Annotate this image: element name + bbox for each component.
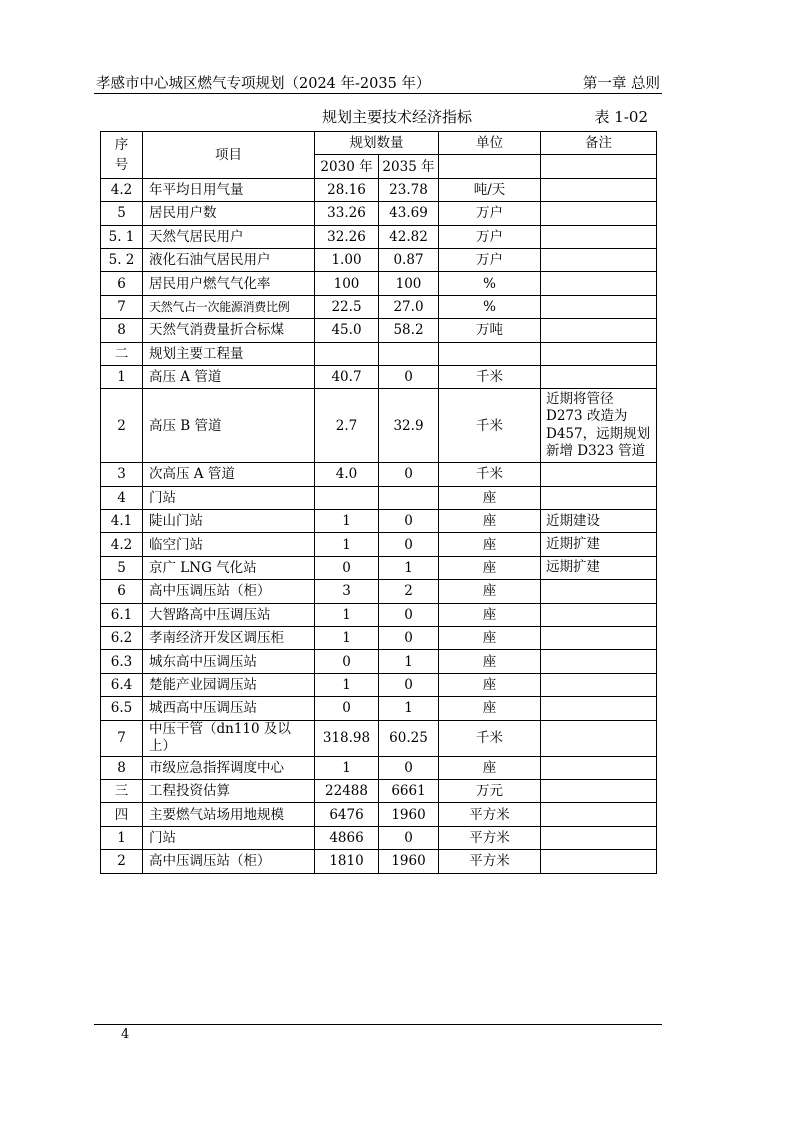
- header-2030: 2030 年: [315, 155, 379, 178]
- row-note: [541, 756, 657, 779]
- table-row: [101, 533, 657, 556]
- row-seq: 8: [101, 319, 143, 342]
- header-quantity: 规划数量: [315, 132, 439, 155]
- row-note: [541, 225, 657, 248]
- row-value-2035: 27.0: [379, 295, 439, 318]
- row-seq: 2: [101, 850, 143, 873]
- row-value-2030: [315, 486, 379, 509]
- row-item: 临空门站: [143, 533, 315, 556]
- row-unit: [439, 342, 541, 365]
- table-row: [101, 779, 657, 802]
- row-value-2030: 1: [315, 510, 379, 533]
- row-value-2030: 1: [315, 627, 379, 650]
- row-item: 大智路高中压调压站: [143, 603, 315, 626]
- row-value-2035: 1960: [379, 803, 439, 826]
- row-value-2035: 0: [379, 603, 439, 626]
- row-value-2030: 1: [315, 603, 379, 626]
- page-number: 4: [121, 1027, 130, 1042]
- row-seq: 6.3: [101, 650, 143, 673]
- row-value-2030: 2.7: [315, 389, 379, 463]
- row-value-2035: 100: [379, 272, 439, 295]
- row-seq: 6.1: [101, 603, 143, 626]
- table-row: [101, 580, 657, 603]
- row-item: 天然气占一次能源消费比例: [143, 295, 315, 318]
- header-seq: 序号: [101, 132, 143, 179]
- row-value-2030: 4866: [315, 826, 379, 849]
- row-note: [541, 603, 657, 626]
- row-unit: 座: [439, 673, 541, 696]
- row-item: 高压 A 管道: [143, 365, 315, 388]
- table-row: [101, 365, 657, 388]
- row-value-2035: 2: [379, 580, 439, 603]
- row-value-2035: 0.87: [379, 248, 439, 271]
- table-row: [101, 510, 657, 533]
- table-row: [101, 202, 657, 225]
- row-value-2030: 4.0: [315, 463, 379, 486]
- row-value-2035: 0: [379, 533, 439, 556]
- row-item: 规划主要工程量: [143, 342, 315, 365]
- row-unit: 座: [439, 756, 541, 779]
- row-seq: 5: [101, 556, 143, 579]
- row-seq: 4: [101, 486, 143, 509]
- row-unit: 座: [439, 556, 541, 579]
- footer-rule: [94, 1024, 662, 1025]
- row-value-2035: 0: [379, 510, 439, 533]
- header-2035: 2035 年: [379, 155, 439, 178]
- row-note: [541, 850, 657, 873]
- table-row: [101, 342, 657, 365]
- row-note: [541, 178, 657, 201]
- row-seq: 2: [101, 389, 143, 463]
- table-row: [101, 697, 657, 720]
- row-value-2035: 0: [379, 756, 439, 779]
- row-note: [541, 486, 657, 509]
- table-row: [101, 556, 657, 579]
- chapter-title: 第一章 总则: [582, 76, 660, 92]
- row-seq: 6: [101, 580, 143, 603]
- row-value-2030: 1: [315, 756, 379, 779]
- row-unit: 平方米: [439, 826, 541, 849]
- row-note: [541, 342, 657, 365]
- row-note: [541, 319, 657, 342]
- row-value-2030: 40.7: [315, 365, 379, 388]
- row-unit: 千米: [439, 365, 541, 388]
- row-note: [541, 627, 657, 650]
- row-note: [541, 272, 657, 295]
- table-row: [101, 756, 657, 779]
- row-note: [541, 826, 657, 849]
- table-title: 规划主要技术经济指标: [321, 108, 472, 126]
- row-unit: 万吨: [439, 319, 541, 342]
- row-value-2030: 0: [315, 650, 379, 673]
- row-value-2030: 22.5: [315, 295, 379, 318]
- row-note: [541, 673, 657, 696]
- row-item: 主要燃气站场用地规模: [143, 803, 315, 826]
- table-row: [101, 389, 657, 463]
- row-value-2035: 0: [379, 463, 439, 486]
- row-value-2035: 0: [379, 365, 439, 388]
- row-value-2030: 33.26: [315, 202, 379, 225]
- row-value-2035: 60.25: [379, 720, 439, 756]
- row-seq: 6: [101, 272, 143, 295]
- row-seq: 5. 2: [101, 248, 143, 271]
- row-seq: 6.5: [101, 697, 143, 720]
- row-value-2035: 1: [379, 556, 439, 579]
- row-item: 居民用户数: [143, 202, 315, 225]
- row-value-2030: 100: [315, 272, 379, 295]
- row-item: 城西高中压调压站: [143, 697, 315, 720]
- row-value-2035: 42.82: [379, 225, 439, 248]
- row-seq: 3: [101, 463, 143, 486]
- row-seq: 4.2: [101, 533, 143, 556]
- table-row: [101, 627, 657, 650]
- table-row: [101, 603, 657, 626]
- row-seq: 1: [101, 365, 143, 388]
- header-unit-blank: [439, 155, 541, 178]
- row-seq: 7: [101, 295, 143, 318]
- row-item: 年平均日用气量: [143, 178, 315, 201]
- row-note: [541, 463, 657, 486]
- row-value-2035: [379, 342, 439, 365]
- row-item: 市级应急指挥调度中心: [143, 756, 315, 779]
- table-row: [101, 295, 657, 318]
- row-unit: 座: [439, 627, 541, 650]
- table-row: [101, 803, 657, 826]
- row-value-2035: 32.9: [379, 389, 439, 463]
- row-value-2030: 1.00: [315, 248, 379, 271]
- row-note: [541, 365, 657, 388]
- row-unit: 座: [439, 603, 541, 626]
- row-unit: 万户: [439, 248, 541, 271]
- row-value-2030: [315, 342, 379, 365]
- row-unit: 座: [439, 510, 541, 533]
- indicator-table: [100, 131, 657, 874]
- row-unit: 平方米: [439, 803, 541, 826]
- table-row: [101, 248, 657, 271]
- row-unit: 平方米: [439, 850, 541, 873]
- row-note: [541, 202, 657, 225]
- row-seq: 5. 1: [101, 225, 143, 248]
- row-item: 工程投资估算: [143, 779, 315, 802]
- row-note: [541, 295, 657, 318]
- row-unit: 千米: [439, 720, 541, 756]
- row-value-2030: 3: [315, 580, 379, 603]
- table-row: [101, 720, 657, 756]
- row-value-2030: 28.16: [315, 178, 379, 201]
- table-row: [101, 319, 657, 342]
- row-unit: 吨/天: [439, 178, 541, 201]
- row-value-2035: 1960: [379, 850, 439, 873]
- row-item: 居民用户燃气气化率: [143, 272, 315, 295]
- row-seq: 1: [101, 826, 143, 849]
- row-unit: 千米: [439, 463, 541, 486]
- row-item: 高压 B 管道: [143, 389, 315, 463]
- row-item: 天然气居民用户: [143, 225, 315, 248]
- row-seq: 4.2: [101, 178, 143, 201]
- row-value-2035: 0: [379, 673, 439, 696]
- row-value-2035: 0: [379, 826, 439, 849]
- row-value-2030: 1810: [315, 850, 379, 873]
- row-unit: 万户: [439, 202, 541, 225]
- row-seq: 4.1: [101, 510, 143, 533]
- row-unit: 万户: [439, 225, 541, 248]
- row-note: 近期扩建: [541, 533, 657, 556]
- header-note-blank: [541, 155, 657, 178]
- row-item: 液化石油气居民用户: [143, 248, 315, 271]
- row-value-2030: 22488: [315, 779, 379, 802]
- row-seq: 6.2: [101, 627, 143, 650]
- row-item: 孝南经济开发区调压柜: [143, 627, 315, 650]
- row-unit: 座: [439, 533, 541, 556]
- row-item: 高中压调压站（柜）: [143, 850, 315, 873]
- table-row: [101, 650, 657, 673]
- row-value-2030: 45.0: [315, 319, 379, 342]
- row-item: 中压干管（dn110 及以上）: [143, 720, 315, 756]
- row-item: 京广 LNG 气化站: [143, 556, 315, 579]
- row-value-2035: 0: [379, 627, 439, 650]
- table-row: [101, 225, 657, 248]
- row-value-2035: 23.78: [379, 178, 439, 201]
- table-row: [101, 272, 657, 295]
- row-value-2030: 0: [315, 697, 379, 720]
- row-unit: 座: [439, 697, 541, 720]
- row-note: [541, 779, 657, 802]
- row-note: [541, 580, 657, 603]
- row-item: 城东高中压调压站: [143, 650, 315, 673]
- table-row: [101, 826, 657, 849]
- row-note: [541, 697, 657, 720]
- row-item: 高中压调压站（柜）: [143, 580, 315, 603]
- row-seq: 8: [101, 756, 143, 779]
- row-seq: 7: [101, 720, 143, 756]
- row-unit: 万元: [439, 779, 541, 802]
- row-unit: 座: [439, 650, 541, 673]
- row-value-2030: 318.98: [315, 720, 379, 756]
- row-seq: 二: [101, 342, 143, 365]
- row-value-2035: 6661: [379, 779, 439, 802]
- row-item: 门站: [143, 826, 315, 849]
- row-value-2030: 32.26: [315, 225, 379, 248]
- row-item: 天然气消费量折合标煤: [143, 319, 315, 342]
- row-unit: 千米: [439, 389, 541, 463]
- row-note: [541, 248, 657, 271]
- table-row: [101, 850, 657, 873]
- row-value-2030: 1: [315, 533, 379, 556]
- row-unit: %: [439, 295, 541, 318]
- row-note: 近期建设: [541, 510, 657, 533]
- table-number: 表 1-02: [594, 108, 648, 126]
- row-value-2035: 1: [379, 650, 439, 673]
- row-note: [541, 720, 657, 756]
- header-item: 项目: [143, 132, 315, 179]
- row-value-2035: 58.2: [379, 319, 439, 342]
- row-value-2035: 1: [379, 697, 439, 720]
- row-value-2030: 0: [315, 556, 379, 579]
- header-note: 备注: [541, 132, 657, 155]
- row-item: 楚能产业园调压站: [143, 673, 315, 696]
- row-seq: 5: [101, 202, 143, 225]
- table-body: [101, 178, 657, 873]
- header-unit: 单位: [439, 132, 541, 155]
- row-item: 门站: [143, 486, 315, 509]
- row-note: [541, 803, 657, 826]
- row-value-2035: [379, 486, 439, 509]
- row-note: [541, 650, 657, 673]
- row-note: 远期扩建: [541, 556, 657, 579]
- row-value-2030: 6476: [315, 803, 379, 826]
- table-row: [101, 486, 657, 509]
- document-title: 孝感市中心城区燃气专项规划（2024 年-2035 年）: [96, 76, 431, 92]
- row-note: 近期将管径 D273 改造为 D457，远期规划新增 D323 管道: [541, 389, 657, 463]
- table-row: [101, 178, 657, 201]
- row-item: 陡山门站: [143, 510, 315, 533]
- row-value-2035: 43.69: [379, 202, 439, 225]
- header-rule: [94, 93, 662, 94]
- row-seq: 6.4: [101, 673, 143, 696]
- row-item: 次高压 A 管道: [143, 463, 315, 486]
- row-seq: 三: [101, 779, 143, 802]
- row-seq: 四: [101, 803, 143, 826]
- row-value-2030: 1: [315, 673, 379, 696]
- row-unit: 座: [439, 486, 541, 509]
- row-unit: %: [439, 272, 541, 295]
- table-row: [101, 463, 657, 486]
- row-unit: 座: [439, 580, 541, 603]
- table-row: [101, 673, 657, 696]
